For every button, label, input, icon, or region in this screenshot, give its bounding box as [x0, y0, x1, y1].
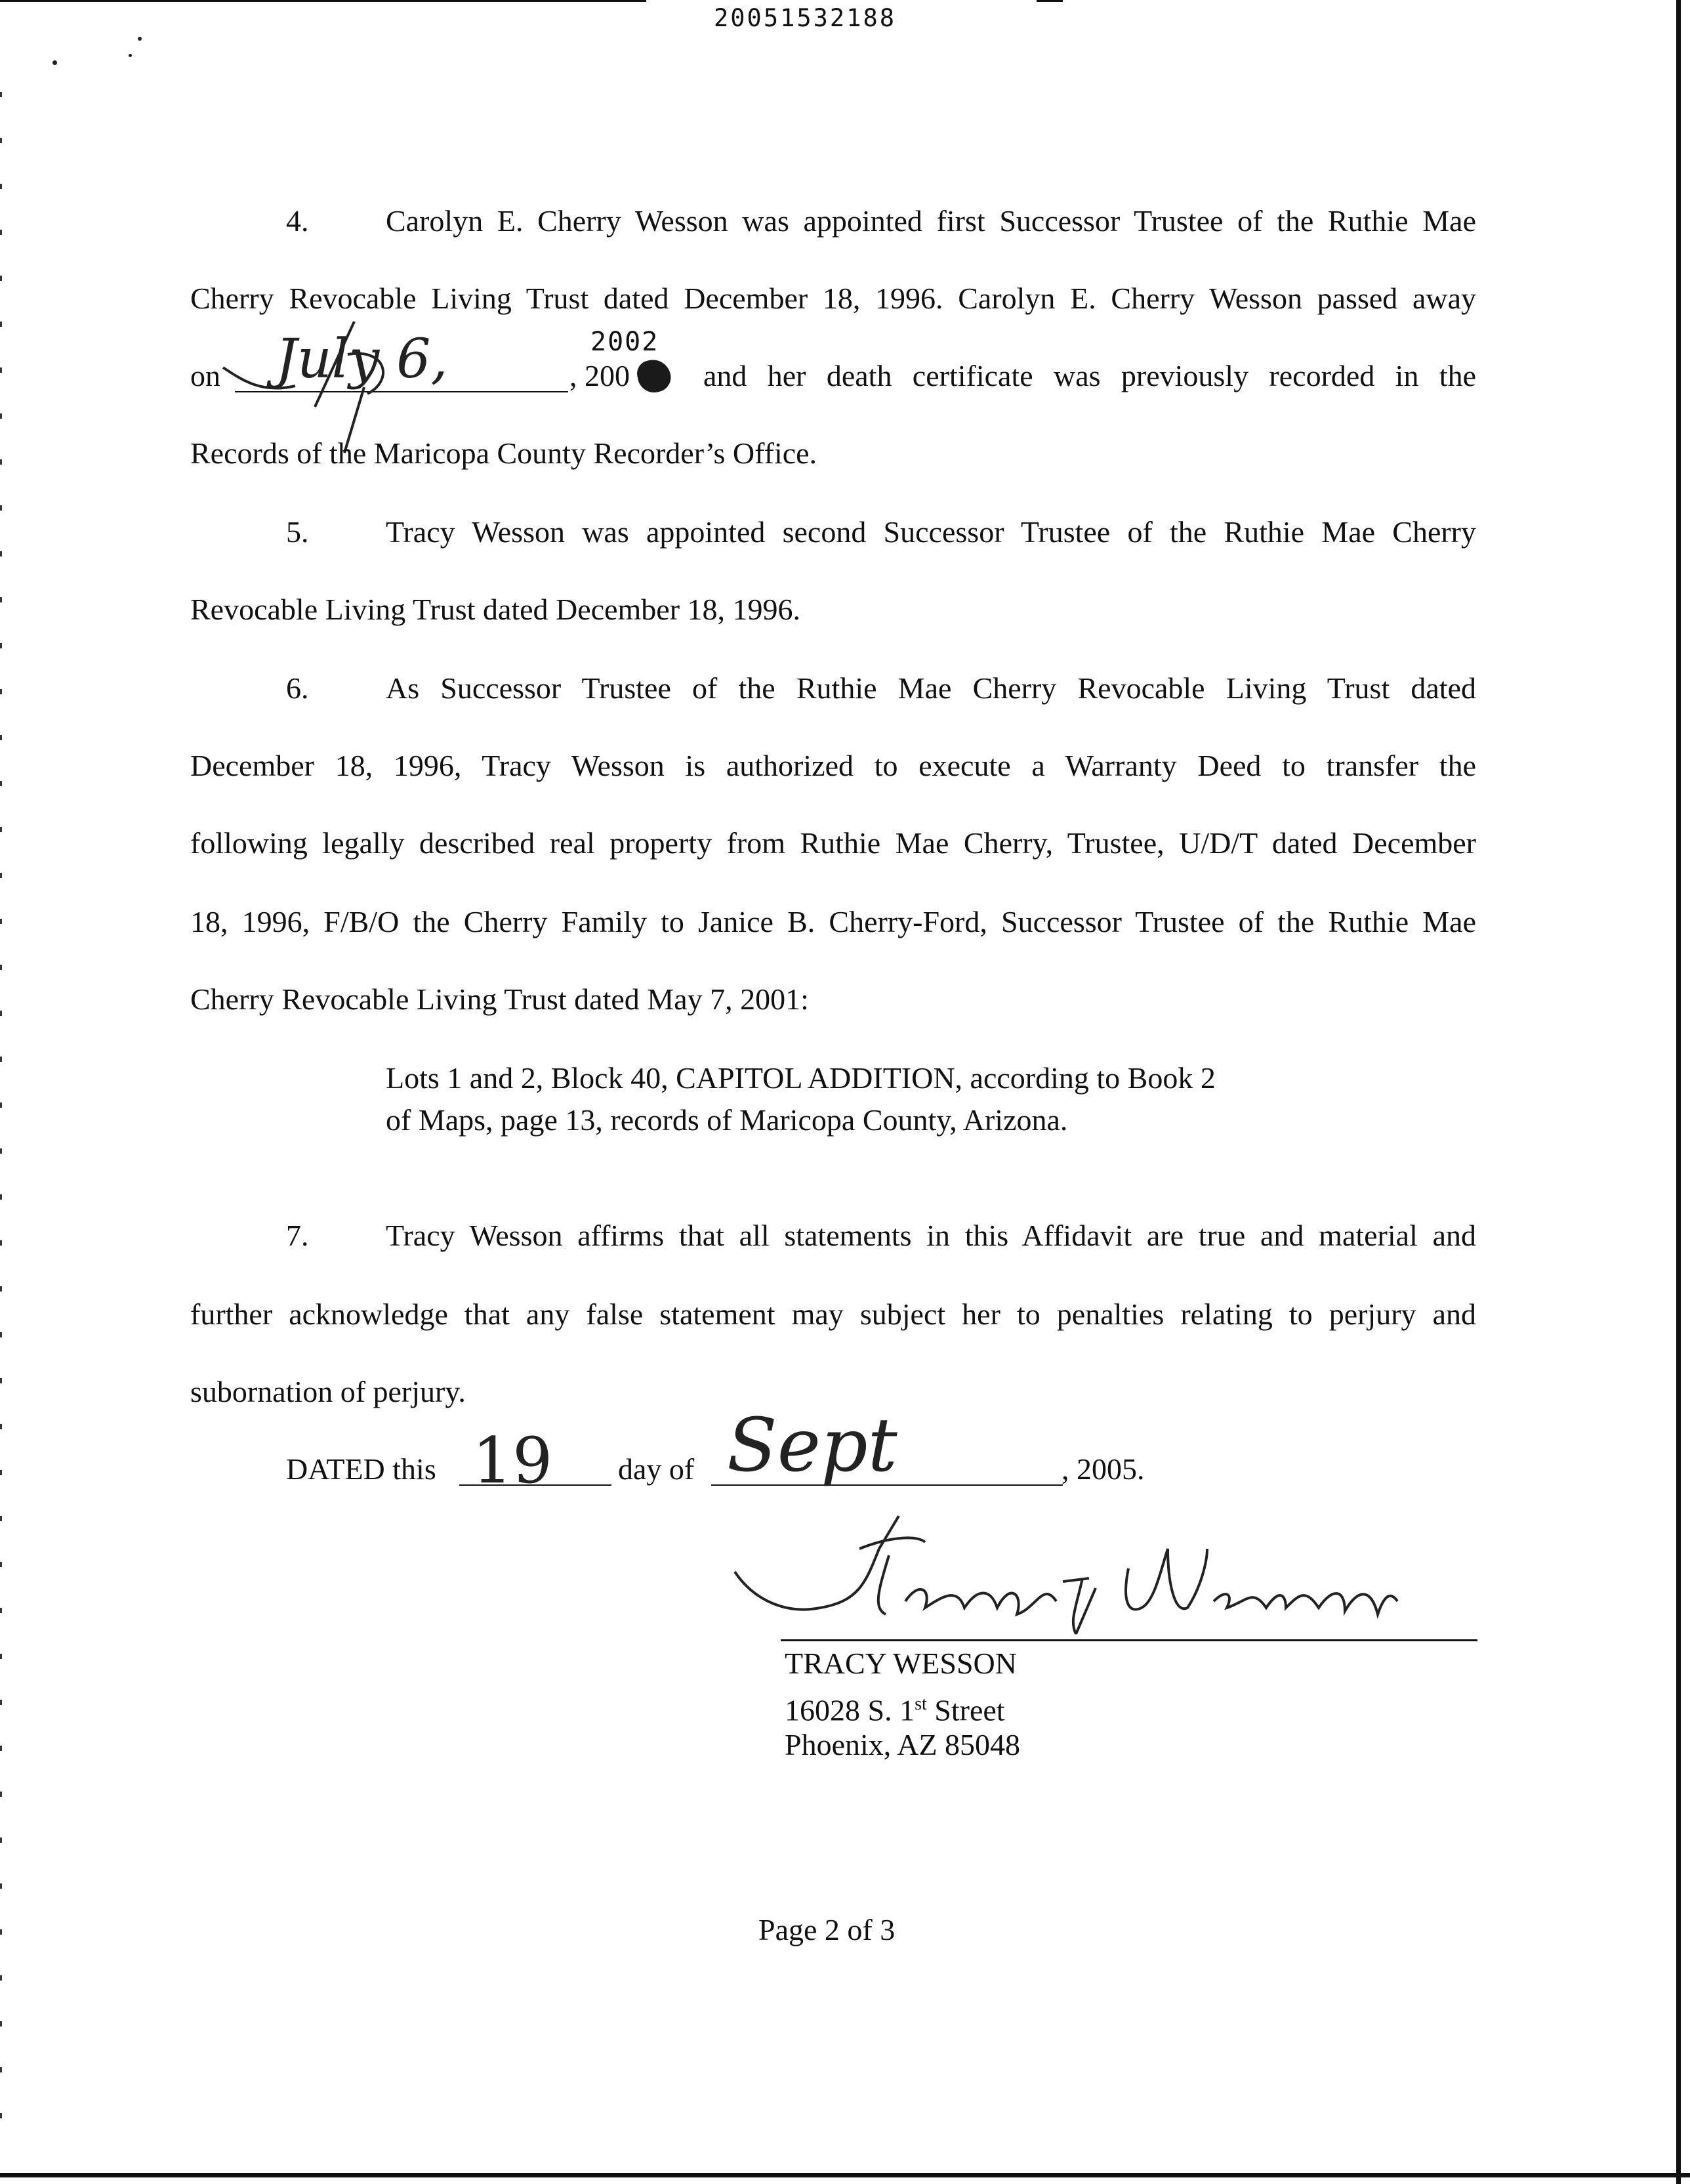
- left-scan-edge: [0, 92, 2, 2126]
- signer-street: [785, 1687, 1005, 1728]
- para6-number: 6.: [286, 671, 309, 705]
- day-of-label: day of: [618, 1452, 695, 1486]
- para4-line4: Records of the Maricopa County Recorder’s Office.: [190, 436, 817, 470]
- para5-line1: Tracy Wesson was appointed second Successor Trustee of the Ruthie Mae Cherry: [386, 515, 1476, 549]
- handwritten-day: 19: [472, 1424, 553, 1498]
- para6-line2: December 18, 1996, Tracy Wesson is authorized to execute a Warranty Deed to transfer the: [190, 749, 1476, 782]
- signer-name: TRACY WESSON: [785, 1647, 1017, 1680]
- signature: [728, 1509, 1437, 1667]
- para4-year-prefix: , 200: [569, 359, 630, 392]
- signer-city: Phoenix, AZ 85048: [785, 1728, 1021, 1761]
- top-edge-line: [0, 0, 646, 2]
- signature-line: [781, 1639, 1477, 1641]
- para7-line1: Tracy Wesson affirms that all statements in this Affidavit are true and material and: [386, 1219, 1476, 1252]
- para7-line3: subornation of perjury.: [190, 1375, 466, 1408]
- street-prefix: 16028 S. 1: [785, 1693, 915, 1727]
- scan-speck: [129, 54, 132, 57]
- handwritten-month: Sept: [727, 1403, 897, 1488]
- street-suffix: Street: [926, 1693, 1005, 1727]
- para6-line1: As Successor Trustee of the Ruthie Mae Cherry Revocable Living Trust dated: [386, 671, 1476, 705]
- para5-number: 5.: [286, 515, 309, 549]
- para4-line2: Cherry Revocable Living Trust dated December 18, 1996. Carolyn E. Cherry Wesson passed away: [190, 282, 1476, 315]
- legal-description-line1: Lots 1 and 2, Block 40, CAPITOL ADDITION, according to Book 2: [386, 1061, 1216, 1095]
- bottom-border: [0, 2173, 1690, 2177]
- struck-out-year-digit: [634, 356, 673, 395]
- scan-speck: [52, 60, 57, 65]
- right-border: [1676, 0, 1681, 2184]
- street-superscript: st: [915, 1694, 927, 1714]
- signature-text: [0, 0, 1, 1]
- scan-speck: [138, 37, 142, 41]
- legal-description-line2: of Maps, page 13, records of Maricopa County, Arizona.: [386, 1103, 1068, 1137]
- para7-line2: further acknowledge that any false statement may subject her to penalties relating to perjury and: [190, 1297, 1476, 1331]
- dated-label: DATED this: [286, 1452, 436, 1486]
- para7-number: 7.: [286, 1219, 309, 1252]
- page-number: Page 2 of 3: [758, 1913, 896, 1946]
- para6-line3: following legally described real property from Ruthie Mae Cherry, Trustee, U/D/T dated December: [190, 826, 1476, 860]
- para4-number: 4.: [286, 204, 309, 238]
- para4-line3: and her death certificate was previously recorded in the: [703, 359, 1476, 392]
- year-correction: 2002: [590, 327, 659, 357]
- para6-line5: Cherry Revocable Living Trust dated May 7, 2001:: [190, 982, 809, 1016]
- handwritten-death-date: July 6,: [276, 328, 448, 390]
- dated-year: , 2005.: [1061, 1452, 1145, 1486]
- para4-line1: Carolyn E. Cherry Wesson was appointed first Successor Trustee of the Ruthie Mae: [386, 204, 1476, 238]
- para4-on-word: on: [190, 359, 220, 392]
- para5-line2: Revocable Living Trust dated December 18, 1996.: [190, 593, 801, 626]
- para6-line4: 18, 1996, F/B/O the Cherry Family to Janice B. Cherry-Ford, Successor Trustee of the Ruthie Mae: [190, 905, 1476, 938]
- top-edge-line-2: [1037, 0, 1063, 2]
- recording-number: 20051532188: [714, 4, 897, 32]
